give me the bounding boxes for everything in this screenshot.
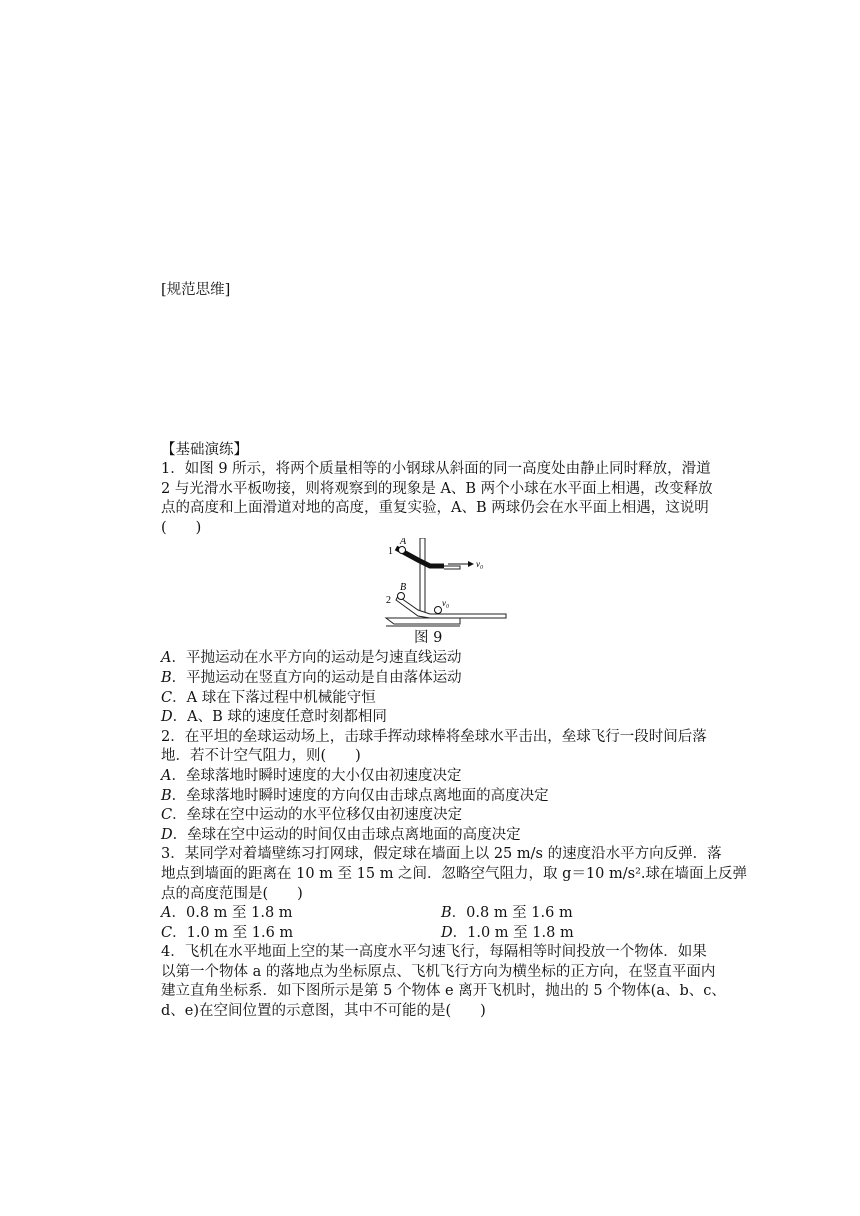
figure-label-b: B — [400, 582, 407, 593]
figure-label-1: 1 — [388, 546, 393, 557]
q1-option-a: A．平抛运动在水平方向的运动是匀速直线运动 — [161, 650, 462, 666]
q4-line-4: d、e)在空间位置的示意图，其中不可能的是( ) — [161, 1003, 486, 1019]
q4-line-2: 以第一个物体 a 的落地点为坐标原点、飞机飞行方向为横坐标的正方向，在竖直平面内 — [161, 964, 716, 980]
q1-option-d: D．A、B 球的速度任意时刻都相同 — [161, 709, 387, 725]
q3-option-c: C．1.0 m 至 1.6 m — [161, 925, 294, 941]
q2-line-2: 地．若不计空气阻力，则( ) — [161, 748, 361, 764]
figure-v0-top: v₀ — [476, 559, 484, 569]
q1-line-1: 1．如图 9 所示，将两个质量相等的小钢球从斜面的同一高度处由静止同时释放，滑道 — [161, 461, 711, 477]
q2-option-d: D．垒球在空中运动的时间仅由击球点离地面的高度决定 — [161, 827, 521, 843]
q2-option-c: C．垒球在空中运动的水平位移仅由初速度决定 — [161, 807, 463, 823]
figure-label-2: 2 — [386, 595, 391, 606]
q3-line-3: 点的高度范围是( ) — [161, 886, 303, 902]
q2-line-1: 2．在平坦的垒球运动场上，击球手挥动球棒将垒球水平击出，垒球飞行一段时间后落 — [161, 729, 707, 745]
q2-option-a: A．垒球落地时瞬时速度的大小仅由初速度决定 — [161, 768, 462, 784]
q3-line-2: 地点到墙面的距离在 10 m 至 15 m 之间．忽略空气阻力，取 g＝10 m/s².球在墙面上反弹 — [161, 866, 748, 882]
q3-line-1: 3．某同学对着墙壁练习打网球，假定球在墙面上以 25 m/s 的速度沿水平方向反弹．落 — [161, 846, 722, 862]
q2-option-b: B．垒球落地时瞬时速度的方向仅由击球点离地面的高度决定 — [161, 788, 549, 804]
exercise-header: 【基础演练】 — [161, 442, 248, 458]
q4-line-3: 建立直角坐标系．如下图所示是第 5 个物体 e 离开飞机时，抛出的 5 个物体(a、b、c、 — [161, 983, 726, 999]
q1-line-3: 点的高度和上面滑道对地的高度，重复实验，A、B 两球仍会在水平面上相遇，这说明 — [161, 500, 709, 516]
q1-line-2: 2 与光滑水平板吻接，则将观察到的现象是 A、B 两个小球在水平面上相遇，改变释放 — [161, 481, 713, 497]
figure-9-diagram — [380, 538, 516, 630]
q3-option-b: B．0.8 m 至 1.6 m — [441, 905, 573, 921]
q3-option-a: A．0.8 m 至 1.8 m — [161, 905, 293, 921]
q1-option-c: C．A 球在下落过程中机械能守恒 — [161, 690, 376, 706]
figure-v0-bottom: v₀ — [442, 598, 450, 608]
figure-caption: 图 9 — [414, 630, 443, 646]
section-label: [规范思维] — [161, 282, 231, 298]
q1-line-4: ( ) — [161, 520, 202, 536]
figure-label-a: A — [400, 538, 407, 547]
q3-option-d: D．1.0 m 至 1.8 m — [441, 925, 574, 941]
q4-line-1: 4．飞机在水平地面上空的某一高度水平匀速飞行，每隔相等时间投放一个物体．如果 — [161, 944, 707, 960]
q1-option-b: B．平抛运动在竖直方向的运动是自由落体运动 — [161, 670, 462, 686]
